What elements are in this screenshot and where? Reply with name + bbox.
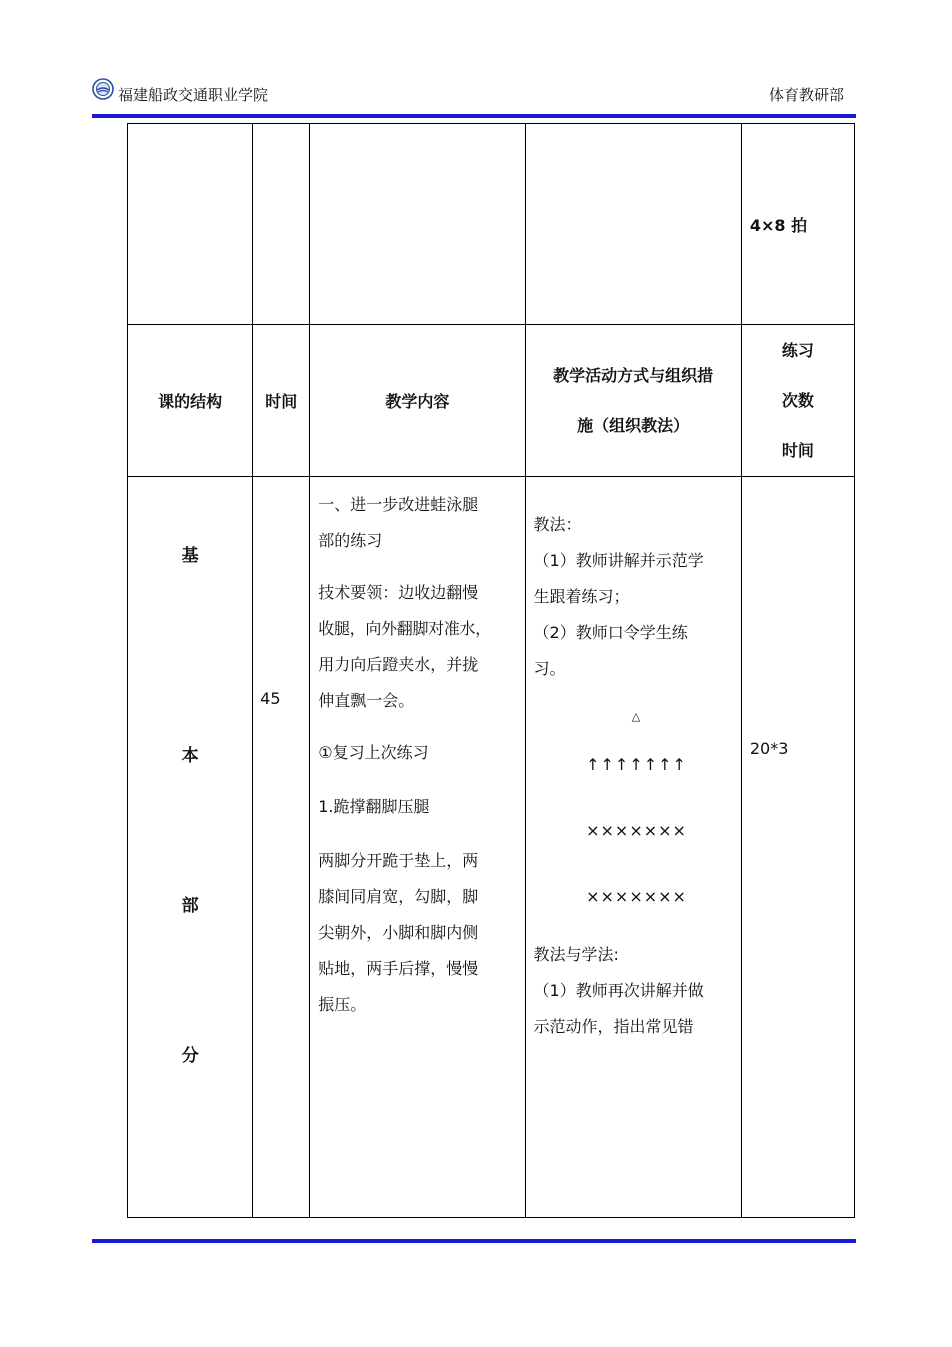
table-row-main [128,477,855,1218]
header-reps [741,325,854,477]
methods-line: （2）教师口令学生练 [533,623,688,642]
time-value: 45 [260,689,281,708]
content-line: 一、进一步改进蛙泳腿 [318,495,479,514]
methods-spacer [534,735,740,747]
content-line: 技术要领：边收边翻慢 [318,583,479,602]
methods-text [534,507,740,1045]
school-emblem-icon [92,78,114,100]
empty-cell [128,124,253,325]
content-spacer [318,825,522,843]
content-line: 用力向后蹬夹水，并拢 [318,655,479,674]
header-reps-line2: 次数 [781,390,814,410]
formation-row-1: ××××××× [586,821,687,840]
formation-row-2: ××××××× [586,887,687,906]
methods-spacer [534,849,740,879]
table-header-row [128,325,855,477]
header-structure: 课的结构 [128,325,253,477]
page-header [92,74,858,114]
methods-line: 习。 [533,659,566,678]
empty-cell [253,124,310,325]
content-line: 贴地，两手后撑，慢慢 [318,959,479,978]
formation-arrows: ↑↑↑↑↑↑↑ [586,755,687,774]
methods-spacer [534,915,740,937]
structure-cell [128,477,253,1218]
reps-cell [741,124,854,325]
header-methods [525,325,741,477]
methods-line: 示范动作，指出常见错 [533,1017,694,1036]
reps-cell [741,477,854,1218]
structure-char: 基 [181,546,199,566]
school-name: 福建船政交通职业学院 [118,86,269,104]
department-name: 体育教研部 [768,86,844,104]
structure-char: 部 [181,896,199,916]
content-line: ①复习上次练习 [318,743,429,762]
methods-cell [525,477,741,1218]
reps-text: 4×8 拍 [749,215,808,235]
time-cell [253,477,310,1218]
empty-cell [310,124,525,325]
header-reps-line3: 时间 [781,440,814,460]
footer-divider [92,1239,856,1243]
methods-title: 教法与学法: [533,945,619,964]
content-spacer [318,559,522,575]
structure-char: 分 [181,1046,199,1066]
content-line: 膝间同肩宽，勾脚，脚 [318,887,479,906]
structure-char: 本 [181,746,199,766]
methods-line: （1）教师再次讲解并做 [533,981,704,1000]
content-line: 尖朝外，小脚和脚内侧 [318,923,479,942]
content-text [318,487,522,1023]
header-methods-line1: 教学活动方式与组织措 [553,365,714,385]
table-row-continuation [128,124,855,325]
header-reps-line1: 练习 [781,340,814,360]
lesson-plan-table [127,123,855,1218]
content-line: 收腿，向外翻脚对准水， [318,619,491,638]
content-line: 两脚分开跪于垫上，两 [318,851,479,870]
teacher-symbol: △ [631,710,642,723]
methods-title: 教法： [533,515,582,534]
content-line: 1.跪撑翻脚压腿 [318,797,430,816]
content-line: 振压。 [318,995,367,1014]
methods-spacer [534,783,740,813]
header-divider [92,114,856,118]
header-time: 时间 [253,325,310,477]
empty-cell [525,124,741,325]
content-spacer [318,719,522,735]
methods-line: 生跟着练习； [533,587,630,606]
header-content: 教学内容 [310,325,525,477]
content-spacer [318,771,522,789]
header-methods-line2: 施（组织教法） [577,415,690,435]
methods-line: （1）教师讲解并示范学 [533,551,704,570]
methods-spacer [534,687,740,699]
content-line: 部的练习 [318,531,383,550]
content-cell [310,477,525,1218]
content-line: 伸直飘一会。 [318,691,415,710]
reps-value: 20*3 [749,739,789,758]
